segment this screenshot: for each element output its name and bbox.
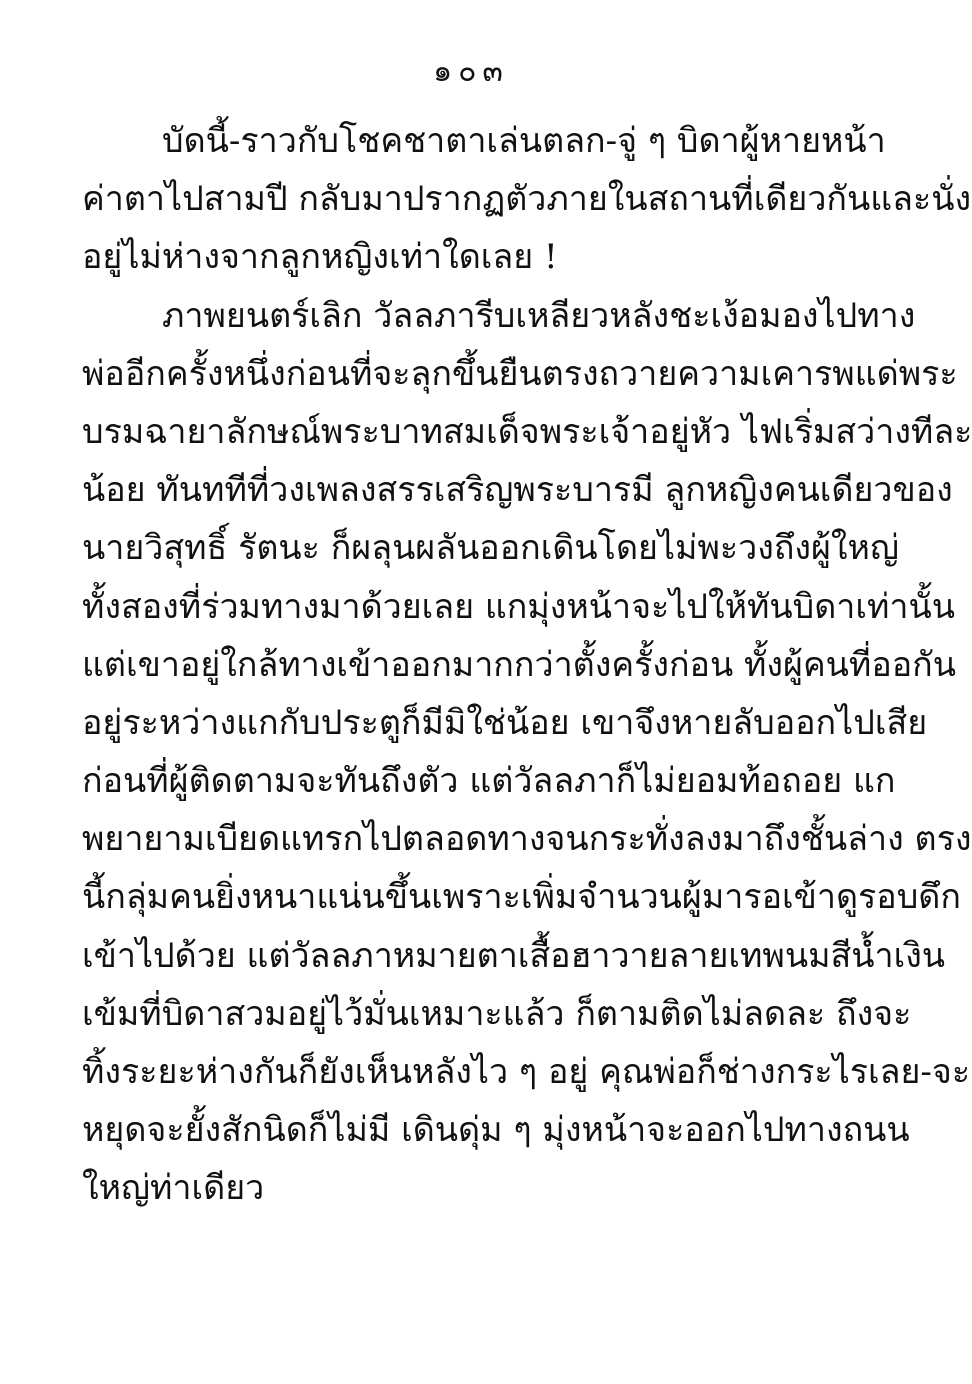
text-line: อยู่ไม่ห่างจากลูกหญิงเท่าใดเลย ! <box>82 237 558 278</box>
text-line: อยู่ระหว่างแกกับประตูก็มีมิใช่น้อย เขาจึงหายลับออกไปเสีย <box>82 702 928 743</box>
text-line: พยายามเบียดแทรกไปตลอดทางจนกระทั่งลงมาถึงชั้นล่าง ตรง <box>82 819 972 860</box>
text-line: บัดนี้-ราวกับโชคชาตาเล่นตลก-จู่ ๆ บิดาผู้หายหน้า <box>162 121 886 161</box>
text-line: แต่เขาอยู่ใกล้ทางเข้าออกมากกว่าตั้งครั้งก่อน ทั้งผู้คนที่ออกัน <box>82 644 957 685</box>
text-line: น้อย ทันททีที่วงเพลงสรรเสริญพระบารมี ลูกหญิงคนเดียวของ <box>82 470 953 511</box>
text-line: ค่าตาไปสามปี กลับมาปรากฏตัวภายในสถานที่เดียวกันและนั่ง <box>82 179 972 220</box>
text-line: ภาพยนตร์เลิก วัลลภารีบเหลียวหลังชะเง้อมองไปทาง <box>162 295 916 336</box>
body-text <box>82 112 972 1218</box>
text-line: ทั้งสองที่ร่วมทางมาด้วยเลย แกมุ่งหน้าจะไปให้ทันบิดาเท่านั้น <box>82 586 956 627</box>
text-line: เข้าไปด้วย แต่วัลลภาหมายตาเสื้อฮาวายลายเทพนมสีน้ำเงิน <box>82 935 946 976</box>
text-line: นายวิสุทธิ์ รัตนะ ก็ผลุนผลันออกเดินโดยไม่พะวงถึงผู้ใหญ่ <box>82 528 899 569</box>
page-number: ๑๐๓ <box>433 54 509 89</box>
text-line: ใหญ่ท่าเดียว <box>82 1168 265 1209</box>
text-line: เข้มที่บิดาสวมอยู่ไว้มั่นเหมาะแล้ว ก็ตามติดไม่ลดละ ถึงจะ <box>82 993 912 1034</box>
text-line: นี้กลุ่มคนยิ่งหนาแน่นขึ้นเพราะเพิ่มจำนวนผู้มารอเข้าดูรอบดึก <box>82 877 961 918</box>
text-line: บรมฉายาลักษณ์พระบาทสมเด็จพระเจ้าอยู่หัว ไฟเริ่มสว่างทีละ <box>82 411 972 452</box>
text-line: ทิ้งระยะห่างกันก็ยังเห็นหลังไว ๆ อยู่ คุณพ่อก็ช่างกระไรเลย-จะ <box>82 1052 971 1092</box>
text-line: ก่อนที่ผู้ติดตามจะทันถึงตัว แต่วัลลภาก็ไม่ยอมท้อถอย แก <box>82 761 896 802</box>
text-line: พ่ออีกครั้งหนึ่งก่อนที่จะลุกขึ้นยืนตรงถวายความเคารพแด่พระ <box>82 353 958 394</box>
text-line: หยุดจะยั้งสักนิดก็ไม่มี เดินดุ่ม ๆ มุ่งหน้าจะออกไปทางถนน <box>82 1110 910 1151</box>
